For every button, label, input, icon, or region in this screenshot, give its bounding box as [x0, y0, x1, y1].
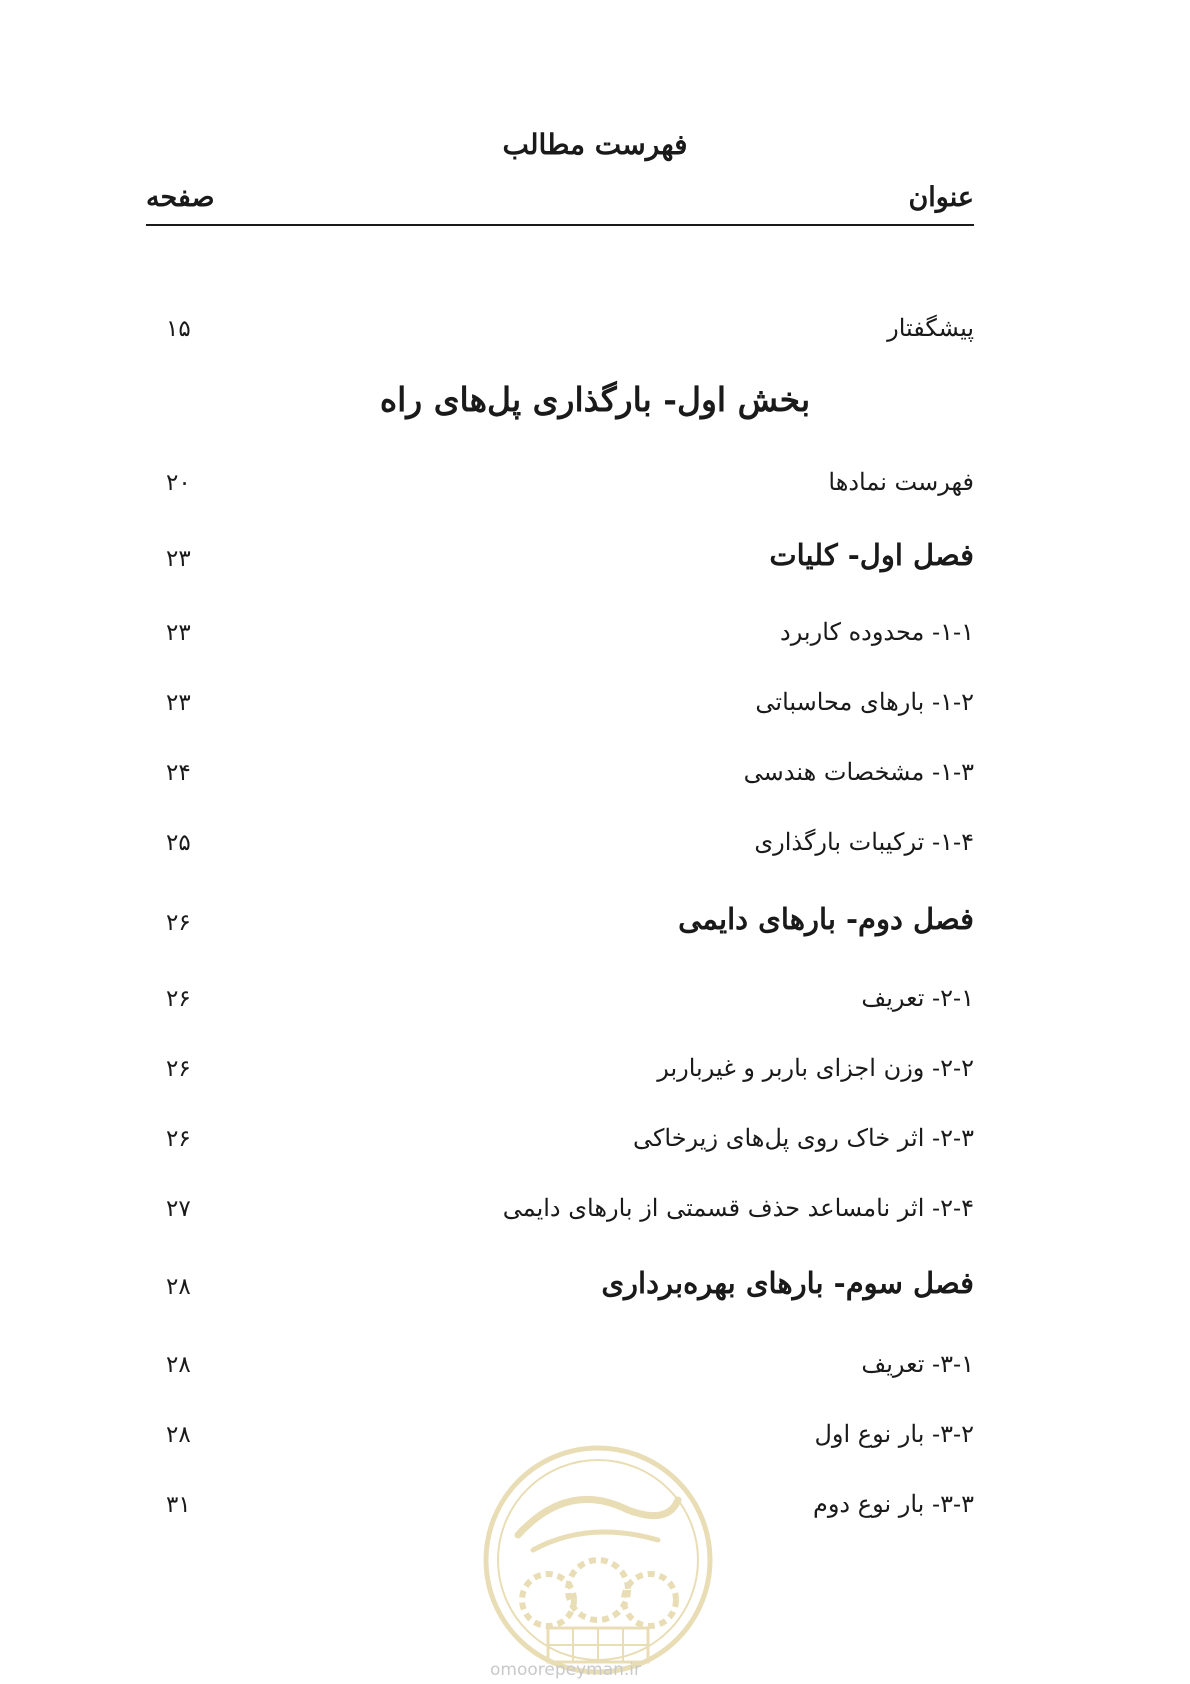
- toc-entry-1-3[interactable]: [0, 742, 1190, 792]
- toc-entry-page: ۲۸: [166, 1274, 191, 1300]
- toc-entry-3-1[interactable]: [0, 1334, 1190, 1384]
- toc-entry-label: ۲-۴- اثر نامساعد حذف قسمتی از بارهای دایمی: [502, 1194, 974, 1222]
- toc-entry-2-3[interactable]: [0, 1108, 1190, 1158]
- toc-entry-page: ۳۱: [166, 1492, 191, 1518]
- toc-entry-label: ۱-۱- محدوده کاربرد: [780, 618, 974, 646]
- toc-entry-page: ۲۶: [166, 1056, 191, 1082]
- watermark-url: omoorepeyman.ir: [490, 1660, 642, 1680]
- toc-entry-label: ۳-۱- تعریف: [861, 1350, 974, 1378]
- part-heading: بخش اول- بارگذاری پل‌های راه: [379, 380, 811, 419]
- toc-entry-page: ۲۶: [166, 1126, 191, 1152]
- toc-entry-page: ۲۴: [166, 760, 191, 786]
- watermark-seal-icon: [478, 1440, 718, 1680]
- toc-entry-2-2[interactable]: [0, 1038, 1190, 1088]
- toc-entry-symbols[interactable]: [0, 452, 1190, 502]
- toc-entry-page: ۲۳: [166, 690, 191, 716]
- toc-entry-label: ۳-۲- بار نوع اول: [814, 1420, 974, 1448]
- toc-entry-page: ۲۸: [166, 1352, 191, 1378]
- toc-entry-page: ۲۵: [166, 830, 191, 856]
- toc-entry-preface[interactable]: [0, 298, 1190, 348]
- toc-chapter-3[interactable]: [0, 1256, 1190, 1306]
- toc-entry-label: ۲-۳- اثر خاک روی پل‌های زیرخاکی: [632, 1124, 974, 1152]
- column-header-title: عنوان: [908, 182, 974, 213]
- toc-entry-page: ۲۷: [166, 1196, 191, 1222]
- toc-chapter-label: فصل اول- کلیات: [769, 538, 974, 572]
- toc-entry-page: ۱۵: [166, 316, 191, 342]
- toc-entry-2-4[interactable]: [0, 1178, 1190, 1228]
- toc-entry-label: ۱-۴- ترکیبات بارگذاری: [754, 828, 974, 856]
- toc-entry-1-1[interactable]: [0, 602, 1190, 652]
- toc-chapter-1[interactable]: [0, 528, 1190, 578]
- toc-entry-page: ۲۰: [166, 470, 191, 496]
- toc-entry-page: ۲۳: [166, 620, 191, 646]
- toc-entry-1-4[interactable]: [0, 812, 1190, 862]
- toc-entry-label: پیشگفتار: [887, 314, 974, 342]
- toc-entry-page: ۲۸: [166, 1422, 191, 1448]
- toc-entry-label: ۱-۳- مشخصات هندسی: [743, 758, 974, 786]
- toc-entry-label: ۱-۲- بارهای محاسباتی: [755, 688, 974, 716]
- toc-chapter-label: فصل سوم- بارهای بهره‌برداری: [601, 1266, 974, 1300]
- toc-entry-label: ۲-۱- تعریف: [861, 984, 974, 1012]
- page-title: فهرست مطالب: [502, 128, 688, 161]
- toc-chapter-2[interactable]: [0, 892, 1190, 942]
- toc-entry-2-1[interactable]: [0, 968, 1190, 1018]
- toc-entry-label: فهرست نمادها: [828, 468, 974, 496]
- toc-chapter-label: فصل دوم- بارهای دایمی: [678, 902, 974, 936]
- column-header-page: صفحه: [146, 182, 215, 213]
- toc-entry-1-2[interactable]: [0, 672, 1190, 722]
- header-divider: [146, 224, 974, 226]
- toc-entry-page: ۲۳: [166, 546, 191, 572]
- toc-entry-label: ۳-۳- بار نوع دوم: [812, 1490, 974, 1518]
- toc-entry-label: ۲-۲- وزن اجزای باربر و غیرباربر: [657, 1054, 974, 1082]
- toc-entry-page: ۲۶: [166, 910, 191, 936]
- toc-entry-page: ۲۶: [166, 986, 191, 1012]
